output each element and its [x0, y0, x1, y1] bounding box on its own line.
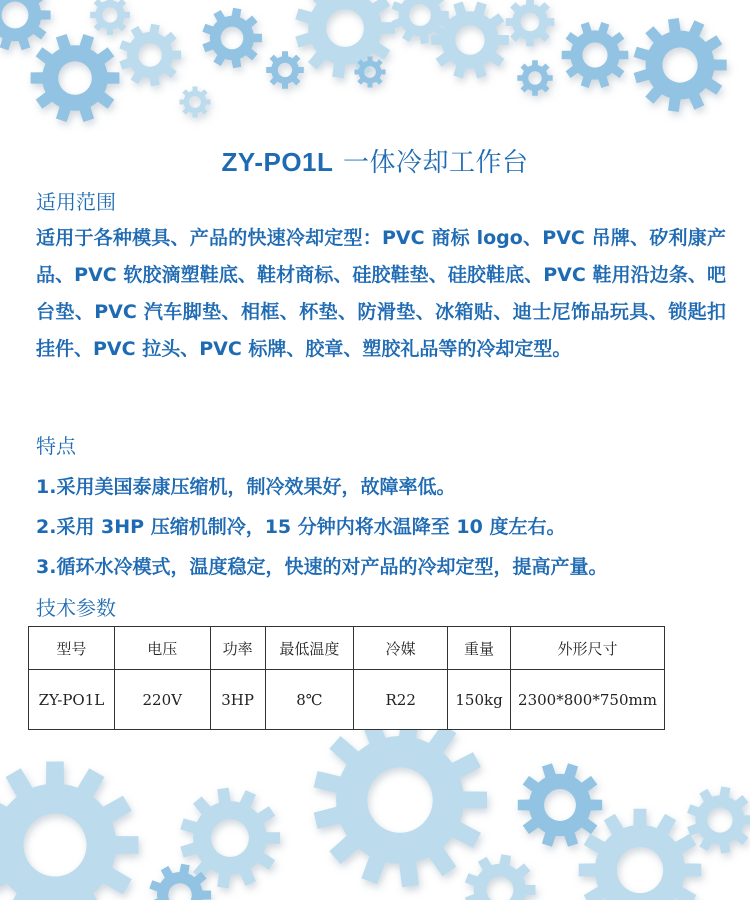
cell-voltage: 220V [114, 670, 210, 730]
header-min-temp: 最低温度 [265, 627, 354, 670]
features-heading: 特点 [36, 434, 76, 458]
spec-table [28, 626, 665, 730]
header-power: 功率 [210, 627, 265, 670]
header-refrigerant: 冷媒 [354, 627, 448, 670]
header-dimensions: 外形尺寸 [511, 627, 665, 670]
usage-heading: 适用范围 [36, 190, 116, 214]
header-voltage: 电压 [114, 627, 210, 670]
header-weight: 重量 [448, 627, 511, 670]
header-model: 型号 [29, 627, 115, 670]
feature-item: 1.采用美国泰康压缩机，制冷效果好，故障率低。 [36, 476, 456, 498]
cell-power: 3HP [210, 670, 265, 730]
cell-weight: 150kg [448, 670, 511, 730]
title-model: ZY-PO1L [221, 147, 334, 177]
cell-refrigerant: R22 [354, 670, 448, 730]
feature-item: 2.采用 3HP 压缩机制冷，15 分钟内将水温降至 10 度左右。 [36, 516, 566, 538]
title-name: 一体冷却工作台 [342, 148, 529, 178]
usage-text: 适用于各种模具、产品的快速冷却定型：PVC 商标 logo、PVC 吊牌、矽利康产品、PVC 软胶滴塑鞋底、鞋材商标、硅胶鞋垫、硅胶鞋底、PVC 鞋用沿边条、吧台垫、PVC 汽车脚垫、相框、杯垫、防滑垫、冰箱贴、迪士尼饰品玩具、锁匙扣挂件、PVC 拉头、PVC 标牌、胶章、塑胶礼品等的冷却定型。 [36, 227, 726, 360]
cell-min-temp: 8℃ [265, 670, 354, 730]
table-header-row [29, 627, 665, 670]
page-title [0, 142, 750, 179]
feature-item: 3.循环水冷模式，温度稳定，快速的对产品的冷却定型，提高产量。 [36, 556, 608, 578]
table-row [29, 670, 665, 730]
specs-heading: 技术参数 [36, 596, 116, 620]
cell-model: ZY-PO1L [29, 670, 115, 730]
cell-dimensions: 2300*800*750mm [511, 670, 665, 730]
